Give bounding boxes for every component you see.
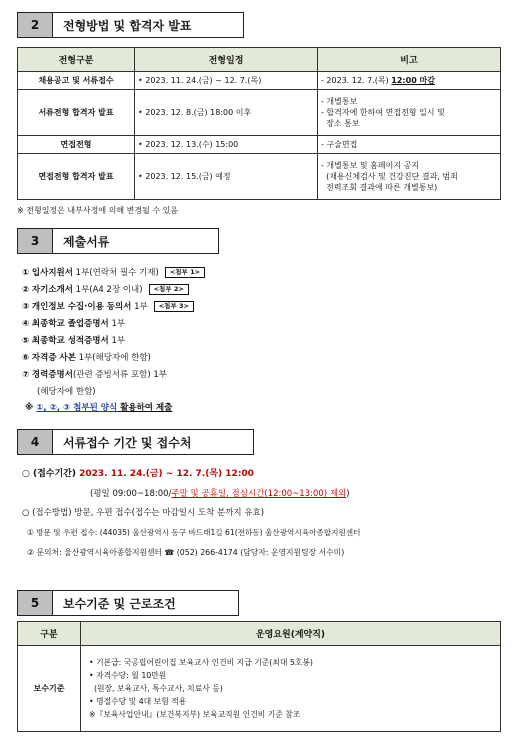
section-number: 4 [17, 429, 53, 455]
section-number: 5 [17, 590, 53, 616]
section-4-header [17, 429, 254, 455]
contact-line: ② 문의처: 울산광역시육아종합지원센터 ☎ (052) 266-4174 (담당자: 운영지원팀장 서수미) [27, 548, 345, 557]
section-3-header [17, 228, 219, 254]
period-sub: (평일 09:00~18:00/주말 및 공휴일, 점심시간(12:00~13:00) 제외) [90, 489, 350, 499]
attachment-badge: <첨부 3> [154, 301, 194, 312]
table-row: 면접전형 • 2023. 12. 13.(수) 15:00 - 구술면접 [18, 136, 501, 154]
method-line: ○ (접수방법) 방문, 우편 접수(접수는 마감일시 도착 분까지 유효) [22, 508, 265, 518]
attachment-note: ※ ①, ②, ③ 첨부된 양식 활용하여 제출 [25, 403, 173, 413]
period-line: ○ (접수기간) 2023. 11. 24.(금) ~ 12. 7.(목) 12:00 [22, 469, 254, 479]
visit-line: ① 방문 및 우편 접수: (44035) 울산광역시 동구 바드래1길 61(전하동) 울산광역시육아종합지원센터 [27, 528, 361, 537]
list-item: ② 자기소개서 1부(A4 2장 이내) <첨부 2> [22, 283, 189, 295]
section-title: 서류접수 기간 및 접수처 [53, 429, 254, 455]
attachment-link[interactable]: ①, ②, ③ 첨부된 양식 [36, 403, 118, 413]
list-item: ③ 개인정보 수집·이용 동의서 1부 <첨부 3> [22, 300, 194, 312]
table-header: 전형구분 [18, 48, 135, 72]
table-header: 전형일정 [135, 48, 318, 72]
table-row: 면접전형 합격자 발표 • 2023. 12. 15.(금) 예정 - 개별통보 및 홈페이지 공지 (채용신체검사 및 건강진단 결과, 범죄 전력조회 결과에 따른 개별통보) [18, 154, 501, 200]
section-title: 보수기준 및 근로조건 [53, 590, 239, 616]
item-continuation: (해당자에 한함) [37, 387, 96, 397]
salary-table [17, 621, 501, 732]
attachment-badge: <첨부 1> [165, 267, 205, 278]
section-title: 제출서류 [53, 228, 219, 254]
list-item: ⑦ 경력증명서(관련 증빙서류 포함) 1부 [22, 370, 168, 380]
table-header: 구분 [18, 622, 81, 646]
section-2-header [17, 12, 244, 38]
list-item: ④ 최종학교 졸업증명서 1부 [22, 319, 126, 329]
section-5-header [17, 590, 239, 616]
list-item: ① 입사지원서 1부(연락처 필수 기재) <첨부 1> [22, 266, 205, 278]
list-item: ⑥ 자격증 사본 1부(해당자에 한함) [22, 353, 151, 363]
section-title: 전형방법 및 합격자 발표 [53, 12, 244, 38]
table-row: 보수기준 • 기본급: 국공립어린이집 보육교사 인건비 지급 기준(최대 5호봉) • 자격수당: 월 10만원 (원장, 보육교사, 특수교사, 치료사 등) • 명절수당 및 4대 보험 적용 ※『보육사업안내』(보건복지부) 보육교직원 인건비 기준 참조 [18, 646, 501, 732]
section-number: 3 [17, 228, 53, 254]
schedule-table [17, 47, 501, 200]
table-header: 비고 [318, 48, 501, 72]
section-number: 2 [17, 12, 53, 38]
table-header: 운영요원(계약직) [81, 622, 501, 646]
attachment-badge: <첨부 2> [149, 284, 189, 295]
list-item: ⑤ 최종학교 성적증명서 1부 [22, 336, 126, 346]
footnote: ※ 전형일정은 내부사정에 의해 변경될 수 있음 [17, 206, 179, 215]
table-row: 채용공고 및 서류접수 • 2023. 11. 24.(금) ~ 12. 7.(목) - 2023. 12. 7.(목) 12:00 마감 [18, 72, 501, 90]
table-row: 서류전형 합격자 발표 • 2023. 12. 8.(금) 18:00 이후 - 개별통보 - 합격자에 한하여 면접전형 일시 및 장소 통보 [18, 90, 501, 136]
